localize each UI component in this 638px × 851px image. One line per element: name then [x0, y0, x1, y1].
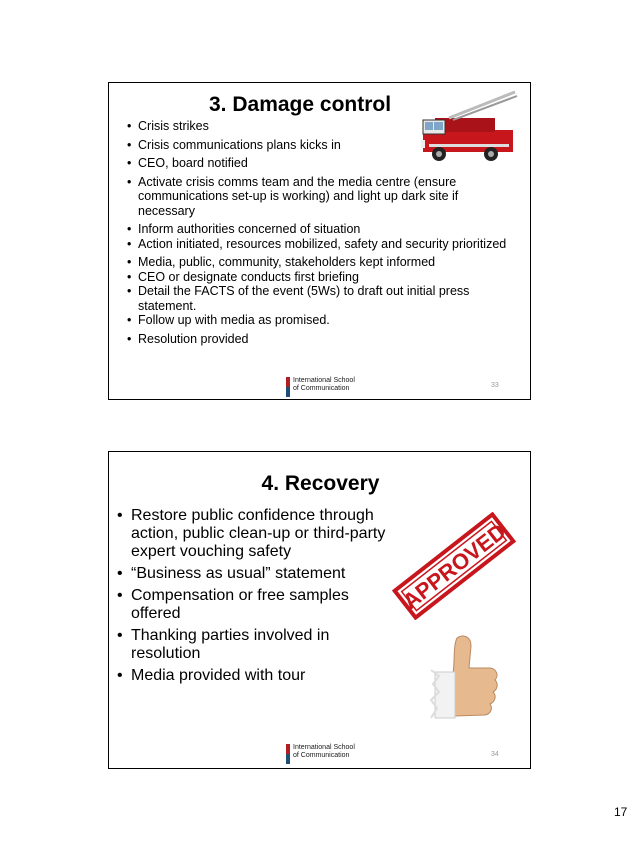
list-item: • CEO, board notified: [127, 156, 507, 171]
list-item: • Compensation or free samples offered: [117, 587, 402, 623]
logo-mark-icon: [286, 377, 290, 397]
list-item: • Media, public, community, stakeholders kept informed: [127, 255, 507, 270]
list-item: • Activate crisis comms team and the media centre (ensure communications set-up is working) and light up dark site if necessary: [127, 175, 507, 219]
logo-mark-icon: [286, 744, 290, 764]
slide-damage-control: [108, 82, 531, 400]
list-item: • CEO or designate conducts first briefing: [127, 270, 507, 285]
stamp-text: APPROVED: [397, 518, 511, 615]
approved-stamp-icon: [392, 512, 517, 620]
slide-number: 34: [491, 751, 499, 758]
list-item: • Crisis communications plans kicks in: [127, 138, 507, 153]
list-item: • Detail the FACTS of the event (5Ws) to draft out initial press statement.: [127, 284, 507, 313]
bullet-list: [127, 119, 507, 346]
school-logo: [286, 377, 355, 397]
list-item: • Media provided with tour: [117, 667, 402, 685]
slide-recovery: [108, 451, 531, 769]
logo-line-2: of Communication: [293, 385, 350, 392]
slide-title: 4. Recovery: [261, 472, 380, 495]
list-item: • Crisis strikes: [127, 119, 507, 134]
logo-line-1: International School: [293, 744, 355, 751]
logo-line-1: International School: [293, 377, 355, 384]
list-item: • Restore public confidence through action, public clean-up or third-party expert vouching safety: [117, 507, 402, 561]
slide-title: 3. Damage control: [209, 93, 392, 116]
school-logo: [286, 744, 355, 764]
page-number: 17: [614, 805, 628, 819]
list-item: • Thanking parties involved in resolution: [117, 627, 402, 663]
slide-number: 33: [491, 382, 499, 389]
list-item: • Action initiated, resources mobilized, safety and security prioritized: [127, 237, 507, 252]
logo-line-2: of Communication: [293, 752, 350, 759]
bullet-list: [117, 507, 402, 689]
list-item: • Follow up with media as promised.: [127, 313, 507, 328]
list-item: • Resolution provided: [127, 332, 507, 347]
list-item: • Inform authorities concerned of situation: [127, 222, 507, 237]
thumbs-up-icon: [427, 630, 505, 725]
list-item: • “Business as usual” statement: [117, 565, 402, 583]
